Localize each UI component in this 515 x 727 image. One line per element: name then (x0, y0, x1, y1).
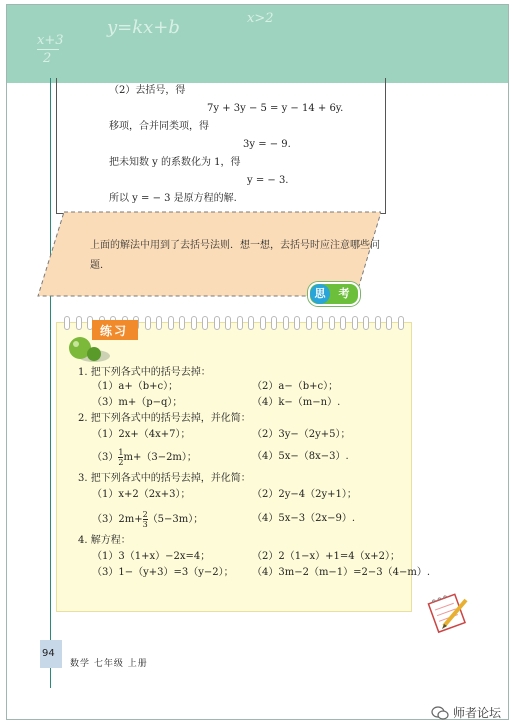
solution-step-label: （2）去括号，得 (109, 85, 186, 96)
wechat-icon (431, 706, 449, 720)
exercise-q4: 4. 解方程： (78, 535, 131, 546)
exercise-q2c (92, 448, 197, 467)
exercise-tag (92, 320, 138, 340)
exercise-q3d: （4）5x−3（2x−9）. (252, 513, 356, 524)
q3c-numerator: 2 (142, 510, 148, 519)
exercise-q1b: （2）a−（b+c）； (252, 381, 339, 392)
exercise-q1a: （1）a+（b+c）； (92, 381, 179, 392)
think-badge-char-2: 考 (334, 284, 354, 304)
exercise-q2b: （2）3y−（2y+5）； (252, 429, 351, 440)
margin-rule (50, 78, 51, 688)
exercise-q3b: （2）2y−4（2y+1）； (252, 489, 357, 500)
think-text: 上面的解法中用到了去括号法则．想一想，去括号时应注意哪些问题． (90, 240, 380, 271)
exercise-q1: 1. 把下列各式中的括号去掉： (78, 367, 211, 378)
exercise-q3c (92, 510, 203, 529)
solution-conclusion: 所以 y = − 3 是原方程的解. (109, 193, 237, 204)
exercise-q4d: （4）3m−2（m−1）=2−3（4−m）. (252, 567, 431, 578)
deco-fraction-top: x+3 (37, 33, 64, 48)
q3c-suffix: （5−3m）； (147, 514, 204, 525)
exercise-q2d: （4）5x−（8x−3）. (252, 451, 349, 462)
solution-step2: 移项，合并同类项，得 (109, 121, 209, 132)
q3c-prefix: （3）2m+ (92, 514, 143, 525)
q2c-denominator: 2 (118, 458, 124, 467)
solution-step3: 把未知数 y 的系数化为 1，得 (109, 157, 241, 168)
watermark-text: 师者论坛 (452, 706, 501, 720)
solution-eq2: 3y = − 9. (243, 139, 291, 150)
q2c-numerator: 1 (118, 448, 124, 457)
watermark (431, 704, 501, 721)
exercise-tag-label: 练习 (100, 324, 129, 338)
solution-eq3: y = − 3. (247, 175, 289, 186)
decorative-formula: y=kx+b (107, 17, 180, 38)
page-number: 94 (42, 648, 55, 659)
header-band (7, 5, 508, 83)
exercise-q3a: （1）x+2（2x+3）； (92, 489, 191, 500)
decorative-scribble: x>2 (247, 11, 274, 26)
deco-fraction-bottom: 2 (43, 51, 52, 66)
solution-box (56, 78, 386, 214)
book-title: 数学 七年级 上册 (70, 659, 148, 669)
exercise-q2: 2. 把下列各式中的括号去掉，并化简： (78, 413, 251, 424)
exercise-q4a: （1）3（1+x）−2x=4； (92, 551, 211, 562)
decorative-fraction (37, 33, 64, 66)
think-badge (308, 282, 360, 306)
q2c-prefix: （3） (92, 452, 119, 463)
exercise-q3: 3. 把下列各式中的括号去掉，并化简： (78, 473, 251, 484)
exercise-q2a: （1）2x+（4x+7）； (92, 429, 191, 440)
think-badge-char-1: 思 (310, 284, 330, 304)
exercise-q4b: （2）2（1−x）+1=4（x+2）； (252, 551, 400, 562)
solution-eq1: 7y + 3y − 5 = y − 14 + 6y. (207, 103, 344, 114)
exercise-q4c: （3）1−（y+3）=3（y−2）； (92, 567, 234, 578)
notepad-pencil-icon (424, 588, 470, 634)
exercise-q1c: （3）m+（p−q）； (92, 397, 183, 408)
exercise-q1d: （4）k−（m−n）. (252, 397, 341, 408)
q3c-denominator: 3 (142, 520, 148, 529)
q2c-suffix: m+（3−2m）； (123, 452, 197, 463)
